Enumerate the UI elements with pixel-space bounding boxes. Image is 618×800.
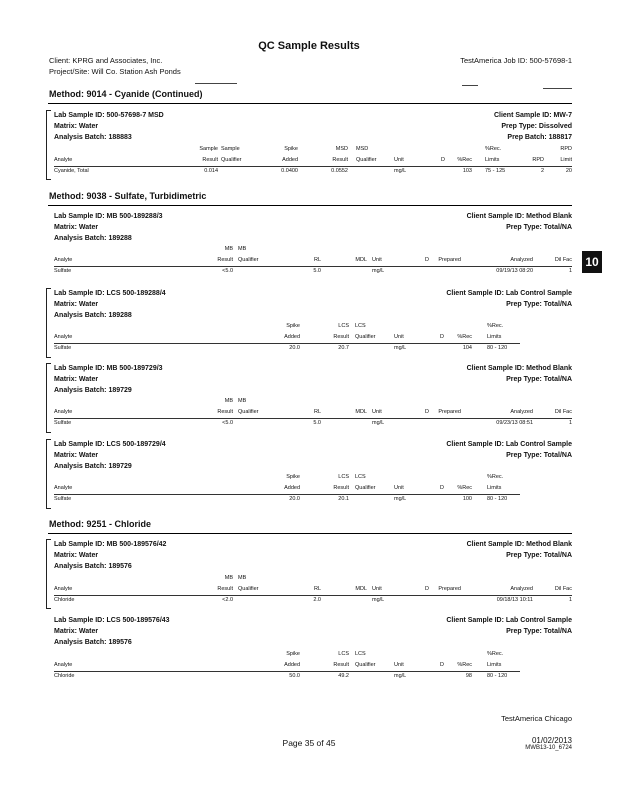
col-header: Result <box>333 485 349 491</box>
block-bracket <box>46 288 51 358</box>
cell-value: 2.0 <box>313 597 321 603</box>
col-header: Analyte <box>54 334 73 340</box>
col-header: D <box>440 662 444 668</box>
matrix: Matrix: Water <box>54 123 99 130</box>
client-sample-id: Client Sample ID: Lab Control Sample <box>446 290 572 297</box>
col-header: Result <box>333 662 349 668</box>
cell-unit: mg/L <box>372 268 385 274</box>
col-header: MB <box>238 398 247 404</box>
matrix: Matrix: Water <box>54 628 99 635</box>
cell-value: 20.1 <box>338 496 349 502</box>
col-header: Prepared <box>438 409 461 415</box>
col-header: Analyte <box>54 257 73 263</box>
col-header: D <box>425 257 429 263</box>
method-heading-cyanide: Method: 9014 - Cyanide (Continued) <box>49 89 203 99</box>
col-header: D <box>425 586 429 592</box>
header-rule <box>54 418 572 419</box>
col-header: Result <box>202 157 218 163</box>
col-header: Result <box>217 586 233 592</box>
lab-sample-id: Lab Sample ID: MB 500-189729/3 <box>54 365 163 372</box>
col-header: RL <box>313 409 321 415</box>
col-header: LCS <box>338 323 349 329</box>
cell-analyte: Sulfate <box>54 268 72 274</box>
cell-analyte: Sulfate <box>54 496 72 502</box>
cell-value: <2.0 <box>222 597 233 603</box>
section-divider <box>48 533 572 534</box>
col-header: Dil Fac <box>554 409 572 415</box>
section-divider <box>48 103 572 104</box>
matrix: Matrix: Water <box>54 224 99 231</box>
cell-unit: mg/L <box>394 345 407 351</box>
header-scan-mark <box>195 83 237 84</box>
method-heading-chloride: Method: 9251 - Chloride <box>49 519 152 529</box>
col-header: Analyte <box>54 157 73 163</box>
block-bracket <box>46 363 51 433</box>
cell-value: 20 <box>565 168 572 174</box>
cell-limits: 75 - 125 <box>485 168 506 174</box>
col-header: D <box>440 485 444 491</box>
cell-value: 1 <box>568 597 572 603</box>
header-rule <box>54 266 572 267</box>
col-header: Spike <box>286 323 300 329</box>
lab-sample-id: Lab Sample ID: MB 500-189576/42 <box>54 541 167 548</box>
header-scan-mark <box>462 85 478 86</box>
col-header: LCS <box>355 474 366 480</box>
cell-value: 1 <box>568 268 572 274</box>
col-header: Qualifier <box>238 409 259 415</box>
lab-sample-id: Lab Sample ID: MB 500-189288/3 <box>54 213 163 220</box>
col-header: Dil Fac <box>554 257 572 263</box>
col-header: Qualifier <box>356 157 377 163</box>
col-header: Added <box>284 334 300 340</box>
client-sample-id: Client Sample ID: MW-7 <box>493 112 572 119</box>
col-header: %Rec. <box>487 651 504 657</box>
col-header: Analyte <box>54 485 73 491</box>
col-header: MSD <box>335 146 348 152</box>
prep-type: Prep Type: Total/NA <box>506 552 572 559</box>
col-header: Limits <box>485 157 500 163</box>
col-header: RL <box>313 586 321 592</box>
col-header: Limits <box>487 334 502 340</box>
analysis-batch: Analysis Batch: 189729 <box>54 463 132 470</box>
col-header: Analyzed <box>510 257 533 263</box>
client-sample-id: Client Sample ID: Method Blank <box>466 541 572 548</box>
header-scan-mark <box>543 88 572 89</box>
cell-value: 1 <box>568 420 572 426</box>
col-header: Result <box>333 334 349 340</box>
client-sample-id: Client Sample ID: Method Blank <box>466 213 572 220</box>
block-bracket <box>46 439 51 509</box>
col-header: Spike <box>286 651 300 657</box>
cell-value: 50.0 <box>289 673 300 679</box>
col-header: Result <box>217 257 233 263</box>
prep-type: Prep Type: Total/NA <box>506 301 572 308</box>
col-header: Unit <box>394 157 404 163</box>
cell-unit: mg/L <box>394 673 407 679</box>
col-header: Qualifier <box>238 586 259 592</box>
col-header: MB <box>238 246 247 252</box>
col-header: MDL <box>355 257 367 263</box>
cell-limits: 80 - 120 <box>487 673 508 679</box>
col-header: MSD <box>356 146 369 152</box>
cell-unit: mg/L <box>394 168 407 174</box>
col-header: Analyte <box>54 586 73 592</box>
analysis-batch: Analysis Batch: 188883 <box>54 134 132 141</box>
col-header: Unit <box>394 485 404 491</box>
cell-analyte: Cyanide, Total <box>54 168 89 174</box>
col-header: MDL <box>355 409 367 415</box>
client-name: Client: KPRG and Associates, Inc. <box>49 56 163 65</box>
col-header: %Rec. <box>485 146 502 152</box>
cell-analyte: Sulfate <box>54 345 72 351</box>
matrix: Matrix: Water <box>54 552 99 559</box>
col-header: Dil Fac <box>554 586 572 592</box>
col-header: Result <box>217 409 233 415</box>
page-number: Page 35 of 45 <box>282 738 336 748</box>
col-header: Unit <box>394 662 404 668</box>
client-sample-id: Client Sample ID: Lab Control Sample <box>446 441 572 448</box>
col-header: Prepared <box>438 257 461 263</box>
footer-company: TestAmerica Chicago <box>501 714 572 723</box>
cell-value: 5.0 <box>313 420 321 426</box>
col-header: LCS <box>338 474 349 480</box>
client-sample-id: Client Sample ID: Method Blank <box>466 365 572 372</box>
col-header: MB <box>224 398 233 404</box>
col-header: RL <box>313 257 321 263</box>
lab-sample-id: Lab Sample ID: 500-57698-7 MSD <box>54 112 164 119</box>
method-heading-sulfate: Method: 9038 - Sulfate, Turbidimetric <box>49 191 207 201</box>
col-header: %Rec <box>457 662 472 668</box>
cell-value: 0.014 <box>204 168 218 174</box>
col-header: Qualifier <box>221 157 242 163</box>
col-header: D <box>441 157 445 163</box>
col-header: Result <box>332 157 348 163</box>
col-header: Limits <box>487 662 502 668</box>
cell-value: 98 <box>465 673 472 679</box>
col-header: Added <box>284 662 300 668</box>
col-header: Qualifier <box>355 485 376 491</box>
col-header: Qualifier <box>238 257 259 263</box>
col-header: MB <box>224 246 233 252</box>
col-header: Prepared <box>438 586 461 592</box>
col-header: D <box>440 334 444 340</box>
cell-limits: 80 - 120 <box>487 496 508 502</box>
analysis-batch: Analysis Batch: 189576 <box>54 563 132 570</box>
prep-type: Prep Type: Total/NA <box>506 224 572 231</box>
client-sample-id: Client Sample ID: Lab Control Sample <box>446 617 572 624</box>
prep-type: Prep Type: Total/NA <box>506 452 572 459</box>
matrix: Matrix: Water <box>54 301 99 308</box>
project-site: Project/Site: Will Co. Station Ash Ponds <box>49 67 181 76</box>
prep-type: Prep Type: Dissolved <box>501 123 572 130</box>
cell-unit: mg/L <box>372 597 385 603</box>
block-bracket <box>46 539 51 609</box>
job-id: TestAmerica Job ID: 500-57698-1 <box>460 56 572 65</box>
col-header: MB <box>224 575 233 581</box>
section-divider <box>48 205 572 206</box>
analysis-batch: Analysis Batch: 189576 <box>54 639 132 646</box>
col-header: Unit <box>372 586 382 592</box>
header-rule <box>54 671 520 672</box>
col-header: Analyte <box>54 409 73 415</box>
header-rule <box>54 166 572 167</box>
cell-value: 100 <box>462 496 472 502</box>
page-title: QC Sample Results <box>258 40 360 52</box>
col-header: Added <box>284 485 300 491</box>
analysis-batch: Analysis Batch: 189288 <box>54 235 132 242</box>
col-header: %Rec <box>457 334 472 340</box>
col-header: Qualifier <box>355 662 376 668</box>
cell-value: 49.2 <box>338 673 349 679</box>
cell-analyte: Chloride <box>54 673 75 679</box>
cell-value: 20.0 <box>289 496 300 502</box>
cell-value: 5.0 <box>313 268 321 274</box>
col-header: Spike <box>284 146 298 152</box>
footer-code: MWB13-10_6724 <box>525 745 572 751</box>
col-header: LCS <box>355 323 366 329</box>
col-header: Sample <box>199 146 218 152</box>
col-header: MDL <box>355 586 367 592</box>
header-rule <box>54 595 572 596</box>
col-header: Unit <box>394 334 404 340</box>
col-header: %Rec. <box>487 323 504 329</box>
col-header: RPD <box>560 146 572 152</box>
col-header: Added <box>282 157 298 163</box>
col-header: Unit <box>372 257 382 263</box>
col-header: RPD <box>532 157 544 163</box>
col-header: LCS <box>338 651 349 657</box>
col-header: %Rec <box>457 157 472 163</box>
col-header: Spike <box>286 474 300 480</box>
col-header: Analyte <box>54 662 73 668</box>
cell-value: 0.0552 <box>331 168 348 174</box>
cell-unit: mg/L <box>394 496 407 502</box>
header-rule <box>54 343 520 344</box>
cell-analyte: Chloride <box>54 597 75 603</box>
matrix: Matrix: Water <box>54 376 99 383</box>
cell-value: 104 <box>462 345 472 351</box>
col-header: MB <box>238 575 247 581</box>
lab-sample-id: Lab Sample ID: LCS 500-189729/4 <box>54 441 166 448</box>
col-header: %Rec <box>457 485 472 491</box>
footer-date: 01/02/2013 <box>531 736 572 745</box>
section-tab-marker: 10 <box>582 251 602 273</box>
col-header: Limits <box>487 485 502 491</box>
col-header: Analyzed <box>510 409 533 415</box>
cell-analyzed: 09/19/13 08:20 <box>496 268 533 274</box>
cell-analyzed: 09/23/13 08:51 <box>496 420 533 426</box>
cell-unit: mg/L <box>372 420 385 426</box>
cell-value: 0.0400 <box>281 168 298 174</box>
lab-sample-id: Lab Sample ID: LCS 500-189288/4 <box>54 290 166 297</box>
cell-value: 2 <box>540 168 544 174</box>
col-header: D <box>425 409 429 415</box>
cell-value: <5.0 <box>222 420 233 426</box>
analysis-batch: Analysis Batch: 189729 <box>54 387 132 394</box>
col-header: Analyzed <box>510 586 533 592</box>
col-header: Unit <box>372 409 382 415</box>
prep-type: Prep Type: Total/NA <box>506 628 572 635</box>
analysis-batch: Analysis Batch: 189288 <box>54 312 132 319</box>
col-header: Qualifier <box>355 334 376 340</box>
lab-sample-id: Lab Sample ID: LCS 500-189576/43 <box>54 617 170 624</box>
cell-analyte: Sulfate <box>54 420 72 426</box>
matrix: Matrix: Water <box>54 452 99 459</box>
prep-type: Prep Type: Total/NA <box>506 376 572 383</box>
cell-analyzed: 09/18/13 10:11 <box>496 597 533 603</box>
cell-limits: 80 - 120 <box>487 345 508 351</box>
col-header: Sample <box>221 146 240 152</box>
col-header: Limit <box>560 157 572 163</box>
prep-batch: Prep Batch: 188817 <box>507 134 572 141</box>
cell-value: 20.7 <box>338 345 349 351</box>
col-header: LCS <box>355 651 366 657</box>
cell-value: <5.0 <box>222 268 233 274</box>
block-bracket <box>46 110 51 180</box>
cell-value: 103 <box>462 168 472 174</box>
col-header: %Rec. <box>487 474 504 480</box>
header-rule <box>54 494 520 495</box>
cell-value: 20.0 <box>289 345 300 351</box>
